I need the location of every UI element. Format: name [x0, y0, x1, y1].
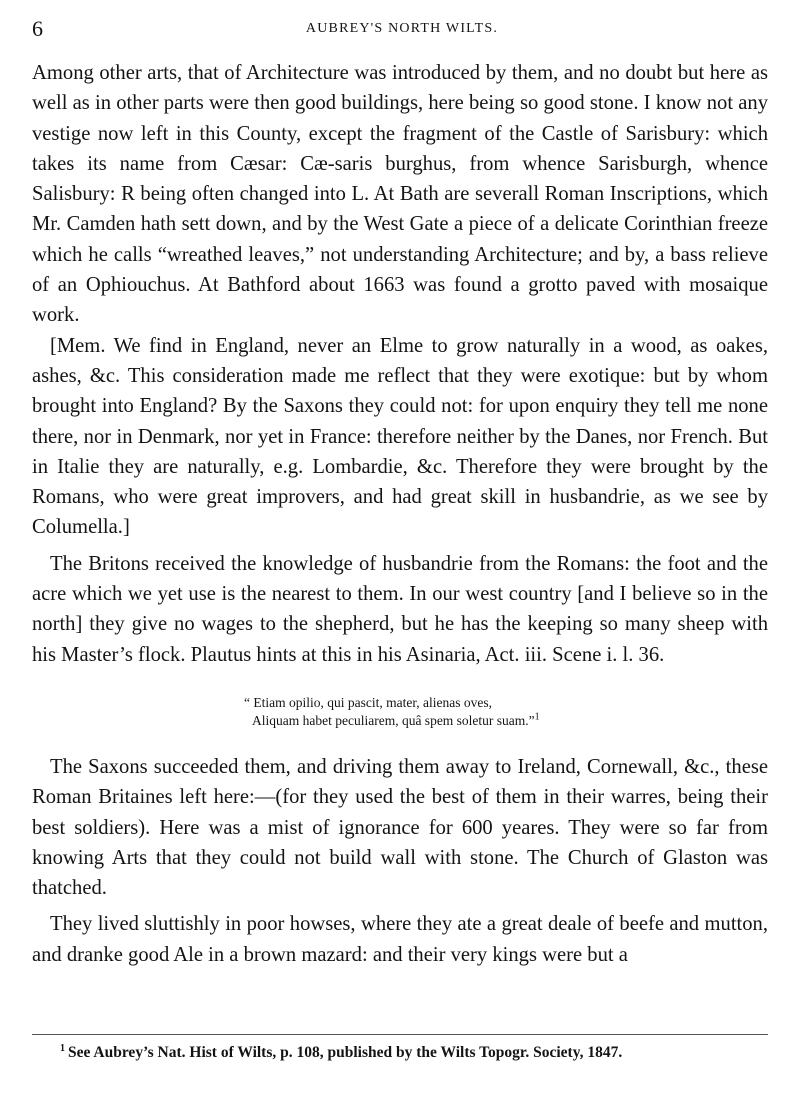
quote-line-1: “ Etiam opilio, qui pascit, mater, alienas oves,: [244, 694, 493, 710]
footnote-rule: [32, 1034, 768, 1035]
footnote-text: See Aubrey’s Nat. Hist of Wilts, p. 108, published by the Wilts Topogr. Society, 1847.: [68, 1044, 623, 1061]
paragraph-britons-husbandrie: The Britons received the knowledge of husbandrie from the Romans: the foot and the acre which we yet use is the nearest to them. In our west country [and I believe so in the north] they give no wages to the shepherd, but he has the keeping so many sheep with his Master’s flock. Plautus hints at this in his Asinaria, Act. iii. Scene i. l. 36.: [32, 552, 768, 666]
footnote-reference[interactable]: 1: [534, 711, 540, 723]
body-text: [32, 58, 768, 970]
footnote-mark: 1: [60, 1042, 65, 1054]
paragraph-saxons: The Saxons succeeded them, and driving them away to Ireland, Cornewall, &c., these Roman Britaines left here:—(for they used the best of them in their warres, being their best soldiers). Here was a mist of ignorance for 600 yeares. They were so far from knowing Arts that they could not build wall with stone. The Church of Glaston was thatched.: [32, 755, 768, 900]
quote-line-2: [244, 712, 768, 730]
plautus-quotation: [32, 694, 768, 730]
quote-line-2-text: Aliquam habet peculiarem, quâ spem soletur suam.”: [252, 712, 535, 728]
footnote: [60, 1044, 780, 1062]
page-header: [32, 16, 772, 46]
page-number: 6: [32, 16, 43, 41]
paragraph-howses: They lived sluttishly in poor howses, where they ate a great deale of beefe and mutton, and dranke good Ale in a brown mazard: and their very kings were but a: [32, 913, 768, 966]
running-head: AUBREY'S NORTH WILTS.: [305, 21, 499, 36]
paragraph-elme-memorandum: [Mem. We find in England, never an Elme to grow naturally in a wood, as oakes, ashes, &c. This consideration made me reflect that they were exotique: but by whom brought into England? By the Saxons they could not: for upon enquiry they tell me none there, nor in Denmark, nor yet in France: therefore neither by the Danes, nor French. But in Italie they are naturally, e.g. Lombardie, &c. Therefore they were brought by the Romans, who were great improvers, and had great skill in husbandrie, as we see by Columella.]: [32, 334, 768, 539]
paragraph-architecture: Among other arts, that of Architecture was introduced by them, and no doubt but here as well as in other parts were then good buildings, here being so good stone. I know not any vestige now left in this County, except the fragment of the Castle of Sarisbury: which takes its name from Cæsar: Cæ-saris burghus, from whence Sarisburgh, whence Salisbury: R being often changed into L. At Bath are severall Roman Inscriptions, which Mr. Camden hath sett down, and by the West Gate a piece of a delicate Corinthian freeze which he calls “wreathed leaves,” not understanding Architecture; and by, a bass relieve of an Ophiouchus. At Bathford about 1663 was found a grotto paved with mosaique work.: [32, 62, 768, 327]
